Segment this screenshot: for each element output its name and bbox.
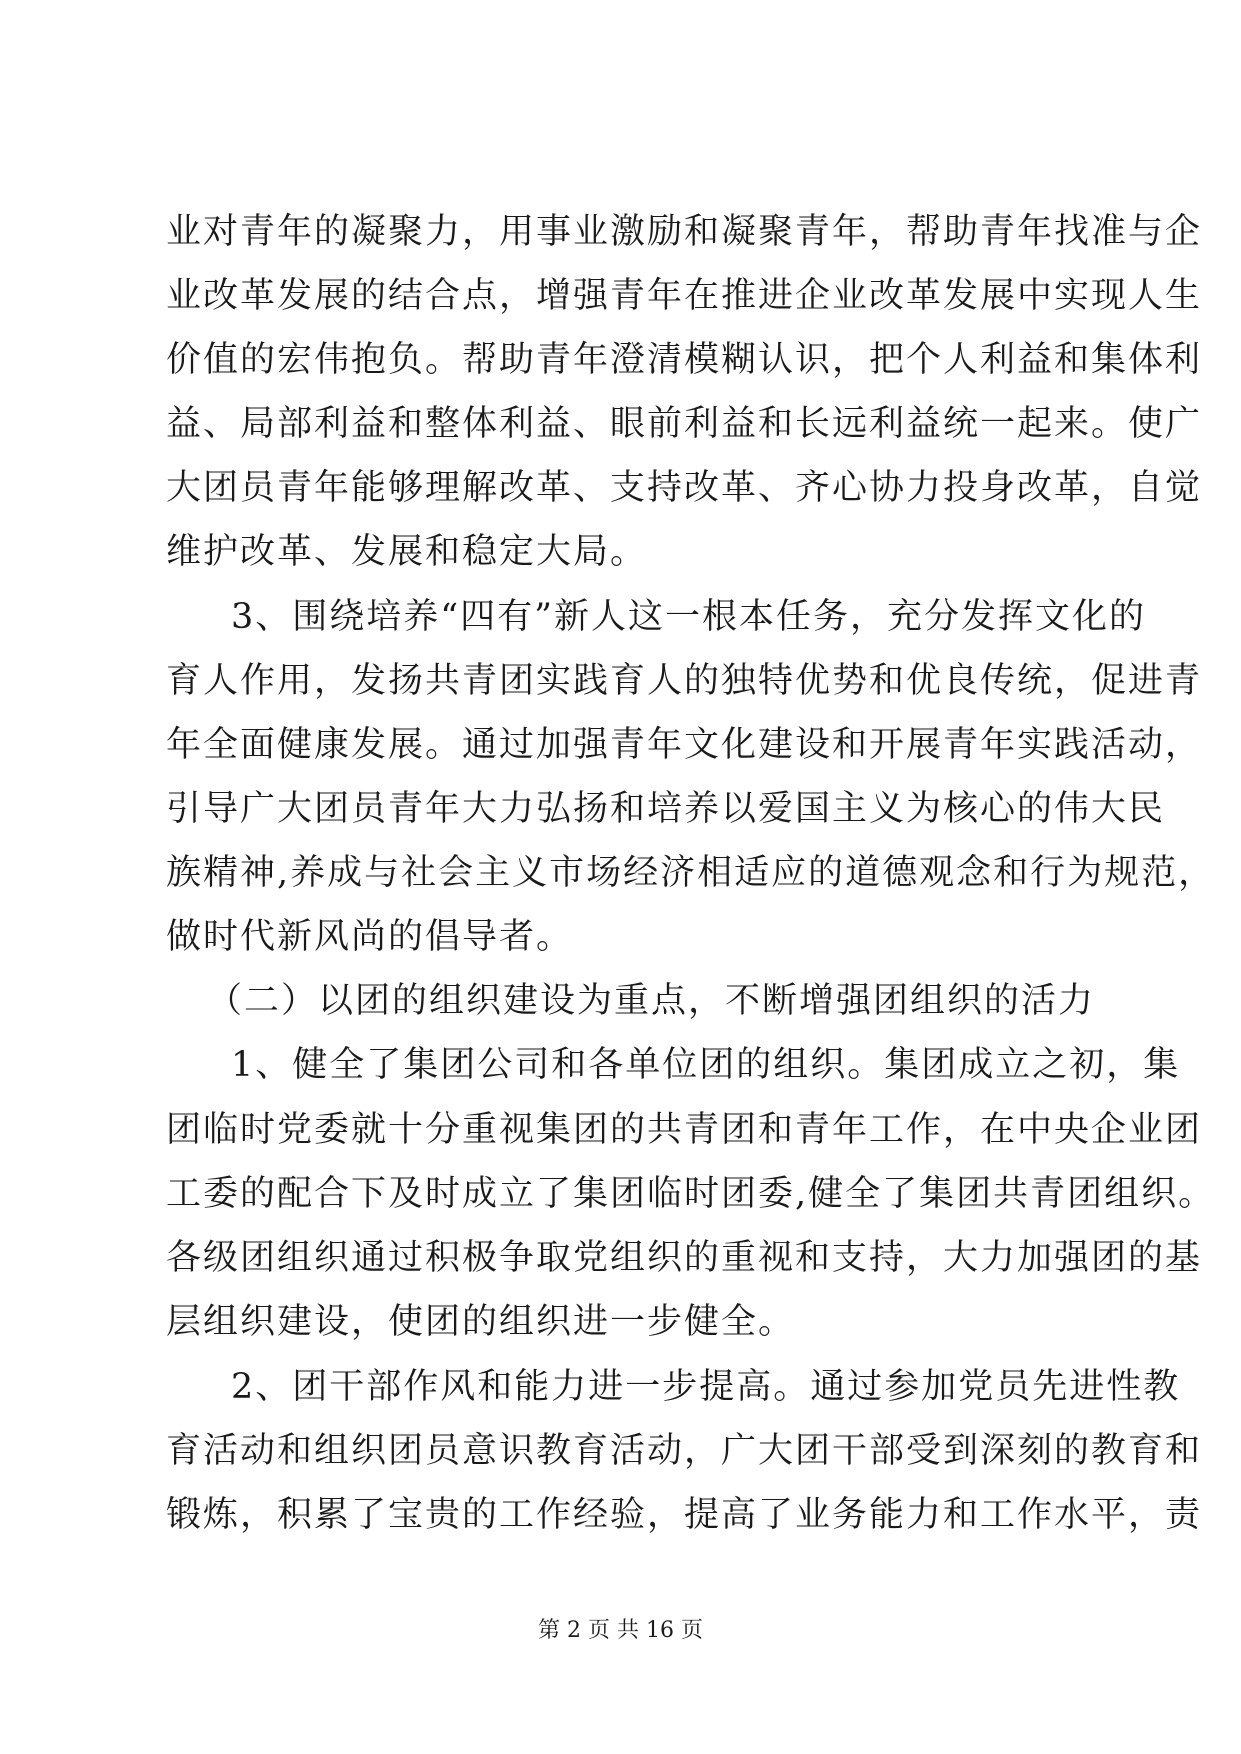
text-line: 维护改革、发展和稳定大局。 (166, 532, 648, 572)
text-line: 团临时党委就十分重视集团的共青团和青年工作，在中央企业团 (166, 1110, 1203, 1150)
text-line: 业对青年的凝聚力，用事业激励和凝聚青年，帮助青年找准与企 (166, 212, 1203, 252)
text-line: 益、局部利益和整体利益、眼前利益和长远利益统一起来。使广 (166, 404, 1203, 444)
paragraph-first-line: 2、团干部作风和能力进一步提高。通过参加党员先进性教 (231, 1367, 1181, 1407)
text-line: 工委的配合下及时成立了集团临时团委,健全了集团共青团组织。 (166, 1174, 1216, 1214)
text-line: 年全面健康发展。通过加强青年文化建设和开展青年实践活动， (166, 725, 1203, 765)
text-line: 大团员青年能够理解改革、支持改革、齐心协力投身改革，自觉 (166, 468, 1203, 508)
text-line: 各级团组织通过积极争取党组织的重视和支持，大力加强团的基 (166, 1238, 1203, 1278)
text-line: 锻炼，积累了宝贵的工作经验，提高了业务能力和工作水平，责 (166, 1495, 1203, 1535)
text-line: 育活动和组织团员意识教育活动，广大团干部受到深刻的教育和 (166, 1431, 1203, 1471)
text-line: 引导广大团员青年大力弘扬和培养以爱国主义为核心的伟大民 (166, 789, 1166, 829)
text-line: 族精神,养成与社会主义市场经济相适应的道德观念和行为规范， (166, 853, 1216, 893)
text-line: 层组织建设，使团的组织进一步健全。 (166, 1302, 796, 1342)
section-heading: （二）以团的组织建设为重点，不断增强团组织的活力 (207, 981, 1096, 1021)
paragraph-first-line: 3、围绕培养“四有”新人这一根本任务，充分发挥文化的 (231, 597, 1147, 637)
paragraph-first-line: 1、健全了集团公司和各单位团的组织。集团成立之初，集 (231, 1045, 1181, 1085)
text-line: 育人作用，发扬共青团实践育人的独特优势和优良传统，促进青 (166, 661, 1203, 701)
text-line: 价值的宏伟抱负。帮助青年澄清模糊认识，把个人利益和集体利 (166, 340, 1203, 380)
text-line: 业改革发展的结合点，增强青年在推进企业改革发展中实现人生 (166, 276, 1203, 316)
page-number-footer: 第 2 页 共 16 页 (538, 1618, 703, 1643)
text-line: 做时代新风尚的倡导者。 (166, 917, 574, 957)
